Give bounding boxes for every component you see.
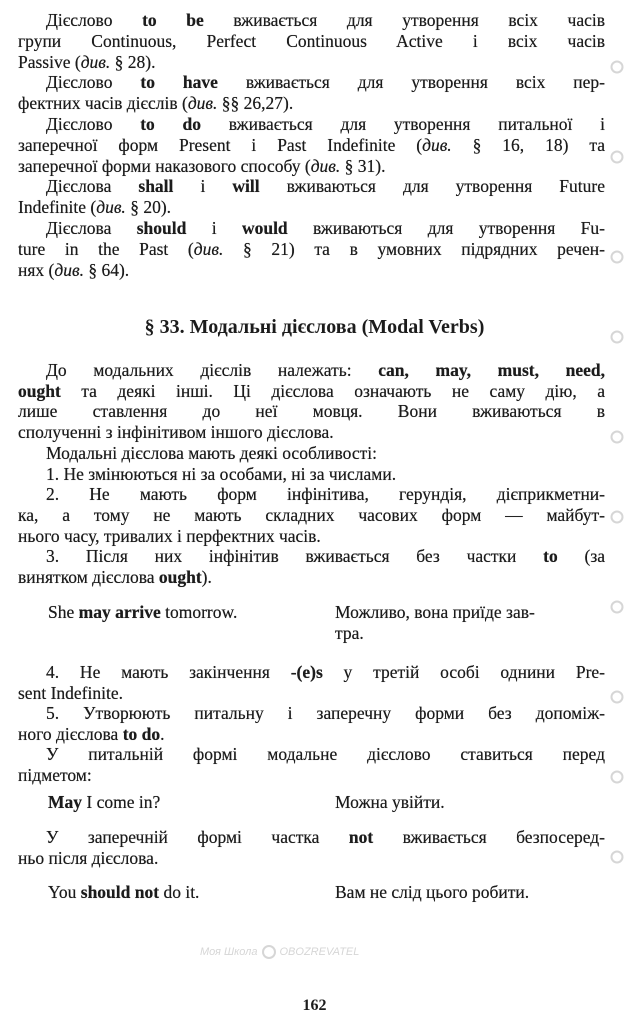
- bold-term: to do: [122, 723, 161, 744]
- text-line: [18, 724, 605, 744]
- bold-term: should not: [80, 882, 160, 902]
- text-line: [18, 239, 605, 259]
- watermark-logo-icon: [610, 770, 624, 784]
- text-line: [46, 10, 605, 30]
- text-run: .: [160, 723, 165, 744]
- text-run: 3. Після них інфінітив вживається без частки: [46, 546, 544, 567]
- bold-term: may arrive: [78, 602, 161, 622]
- text-run: § 31).: [340, 155, 386, 176]
- text-line: [18, 381, 605, 401]
- watermark-logo-icon: [610, 430, 624, 444]
- text-run: Дієслово: [46, 114, 141, 134]
- text-run: I come in?: [82, 792, 161, 812]
- text-line: [18, 197, 605, 217]
- text-line: [46, 218, 605, 238]
- text-line: [46, 464, 605, 484]
- text-line: [46, 114, 605, 134]
- text-run: § 16, 18) та: [451, 134, 605, 155]
- example-1-translation: Можливо, вона приїде зав-: [335, 602, 535, 622]
- text-run: винятком дієслова: [18, 567, 159, 587]
- text-line: [46, 484, 605, 504]
- text-line: [18, 260, 605, 280]
- text-run: вживається для утворення всіх часів: [203, 10, 605, 30]
- italic-reference: див.: [187, 93, 218, 114]
- text-line: [18, 683, 605, 703]
- text-run: підметом:: [18, 765, 92, 785]
- italic-reference: див.: [310, 155, 341, 176]
- text-line: [18, 765, 605, 785]
- text-run: фектних часів дієслів (: [18, 93, 188, 114]
- watermark-logo-icon: [262, 945, 276, 959]
- text-run: ture in the Past (: [18, 238, 194, 259]
- watermark-logo-icon: [610, 250, 624, 264]
- text-run: She: [48, 602, 79, 622]
- example-1-english: [48, 602, 237, 622]
- watermark-logo-icon: [610, 60, 624, 74]
- italic-reference: див.: [422, 134, 452, 155]
- text-line: [46, 546, 605, 566]
- text-run: 2. Не мають форм інфінітива, герундія, дієприкметни-: [46, 484, 605, 505]
- text-run: do it.: [159, 882, 200, 902]
- bold-term: would: [241, 218, 288, 238]
- text-run: і: [186, 218, 242, 238]
- text-run: Модальні дієслова мають деякі особливості:: [46, 442, 377, 463]
- text-run: заперечної форми наказового способу (: [18, 155, 311, 176]
- italic-reference: див.: [80, 51, 111, 72]
- text-line: [18, 401, 605, 421]
- text-line: [18, 52, 605, 72]
- text-line: [18, 31, 605, 51]
- example-2-english: [48, 792, 160, 812]
- text-run: і: [173, 176, 233, 197]
- bold-term: not: [348, 827, 374, 847]
- example-3-english: [48, 882, 199, 902]
- text-run: Дієслова: [46, 176, 139, 197]
- text-run: §§ 26,27).: [217, 93, 294, 114]
- text-line: [18, 422, 605, 442]
- text-run: Indefinite (: [18, 197, 97, 218]
- text-run: tomorrow.: [160, 602, 238, 622]
- text-run: 1. Не змінюються ні за особами, ні за числами.: [46, 463, 397, 484]
- bold-term: will: [232, 176, 260, 197]
- text-run: вживаються для утворення Future: [259, 176, 605, 197]
- text-line: [18, 93, 605, 113]
- text-run: ).: [201, 567, 212, 587]
- section-heading: § 33. Модальні дієслова (Modal Verbs): [144, 316, 485, 338]
- text-run: Дієслово: [46, 10, 143, 30]
- watermark-logo-icon: [610, 150, 624, 164]
- text-run: вживається безпосеред-: [373, 827, 606, 847]
- bold-term: can, may, must, need,: [378, 360, 605, 380]
- text-line: [46, 827, 605, 847]
- text-run: § 21) та в умовних підрядних речен-: [223, 238, 605, 259]
- text-run: § 28).: [110, 51, 156, 72]
- example-3-translation: Вам не слід цього робити.: [335, 882, 530, 902]
- bold-term: -(e)s: [290, 662, 323, 682]
- text-run: У питальній формі модальне дієслово ставиться перед: [46, 744, 605, 765]
- text-run: ньо після дієслова.: [18, 847, 159, 868]
- text-run: та деякі інші. Ці дієслова означають не саму дію, а: [60, 380, 605, 401]
- text-line: [18, 567, 605, 587]
- example-1-translation-cont: тра.: [335, 623, 364, 643]
- italic-reference: див.: [96, 197, 126, 218]
- bold-term: May: [48, 792, 83, 812]
- text-run: You: [48, 882, 81, 902]
- text-line: [46, 744, 605, 764]
- bold-term: to: [543, 546, 558, 567]
- text-line: [18, 505, 605, 525]
- watermark: Моя Школа OBOZREVATEL: [200, 946, 360, 958]
- text-run: у третій особі однини Pre-: [322, 662, 605, 682]
- text-line: [46, 703, 605, 723]
- text-line: [46, 72, 605, 92]
- text-run: Дієслова: [46, 218, 137, 238]
- page-number: 162: [302, 997, 327, 1014]
- text-run: заперечної форм Present і Past Indefinite (: [18, 134, 423, 155]
- text-run: Дієслово: [46, 72, 141, 93]
- text-run: У заперечній формі частка: [46, 827, 349, 847]
- text-run: 5. Утворюють питальну і заперечну форми без допоміж-: [46, 703, 605, 724]
- text-run: сполученні з інфінітивом іншого дієслова.: [18, 422, 334, 443]
- text-run: 4. Не мають закінчення: [46, 662, 291, 682]
- bold-term: ought: [18, 380, 61, 401]
- text-line: [18, 135, 605, 155]
- text-run: Passive (: [18, 51, 81, 72]
- text-line: [18, 526, 605, 546]
- text-run: нях (: [18, 259, 55, 280]
- text-run: § 20).: [125, 197, 172, 218]
- bold-term: to have: [140, 72, 218, 93]
- text-line: [46, 662, 605, 682]
- text-run: нього часу, тривалих і перфектних часів.: [18, 525, 321, 546]
- watermark-logo-icon: [610, 510, 624, 524]
- watermark-logo-icon: [610, 600, 624, 614]
- text-run: вживається для утворення всіх пер-: [217, 72, 605, 93]
- example-2-translation: Можна увійти.: [335, 792, 445, 812]
- text-run: ка, а тому не мають складних часових форм — майбут-: [18, 504, 605, 525]
- text-run: вживаються для утворення Fu-: [287, 218, 605, 238]
- italic-reference: див.: [54, 259, 84, 280]
- bold-term: shall: [138, 176, 174, 197]
- watermark-logo-icon: [610, 850, 624, 864]
- italic-reference: див.: [193, 238, 224, 259]
- watermark-logo-icon: [610, 690, 624, 704]
- bold-term: to do: [140, 114, 202, 134]
- text-run: § 64).: [83, 259, 130, 280]
- text-run: sent Indefinite.: [18, 682, 123, 703]
- text-line: [46, 360, 605, 380]
- text-line: [46, 443, 605, 463]
- text-run: До модальних дієслів належать:: [46, 360, 379, 380]
- text-run: вживається для утворення питальної і: [201, 114, 606, 134]
- bold-term: ought: [158, 567, 202, 587]
- text-line: [18, 156, 605, 176]
- text-line: [18, 848, 605, 868]
- bold-term: to be: [142, 10, 204, 30]
- text-run: (за: [557, 546, 605, 567]
- text-run: лише ставлення до неї мовця. Вони вживаються в: [18, 401, 605, 422]
- text-line: [46, 176, 605, 196]
- text-run: ного дієслова: [18, 723, 123, 744]
- bold-term: should: [136, 218, 187, 238]
- text-run: групи Continuous, Perfect Continuous Active і всіх часів: [18, 30, 605, 51]
